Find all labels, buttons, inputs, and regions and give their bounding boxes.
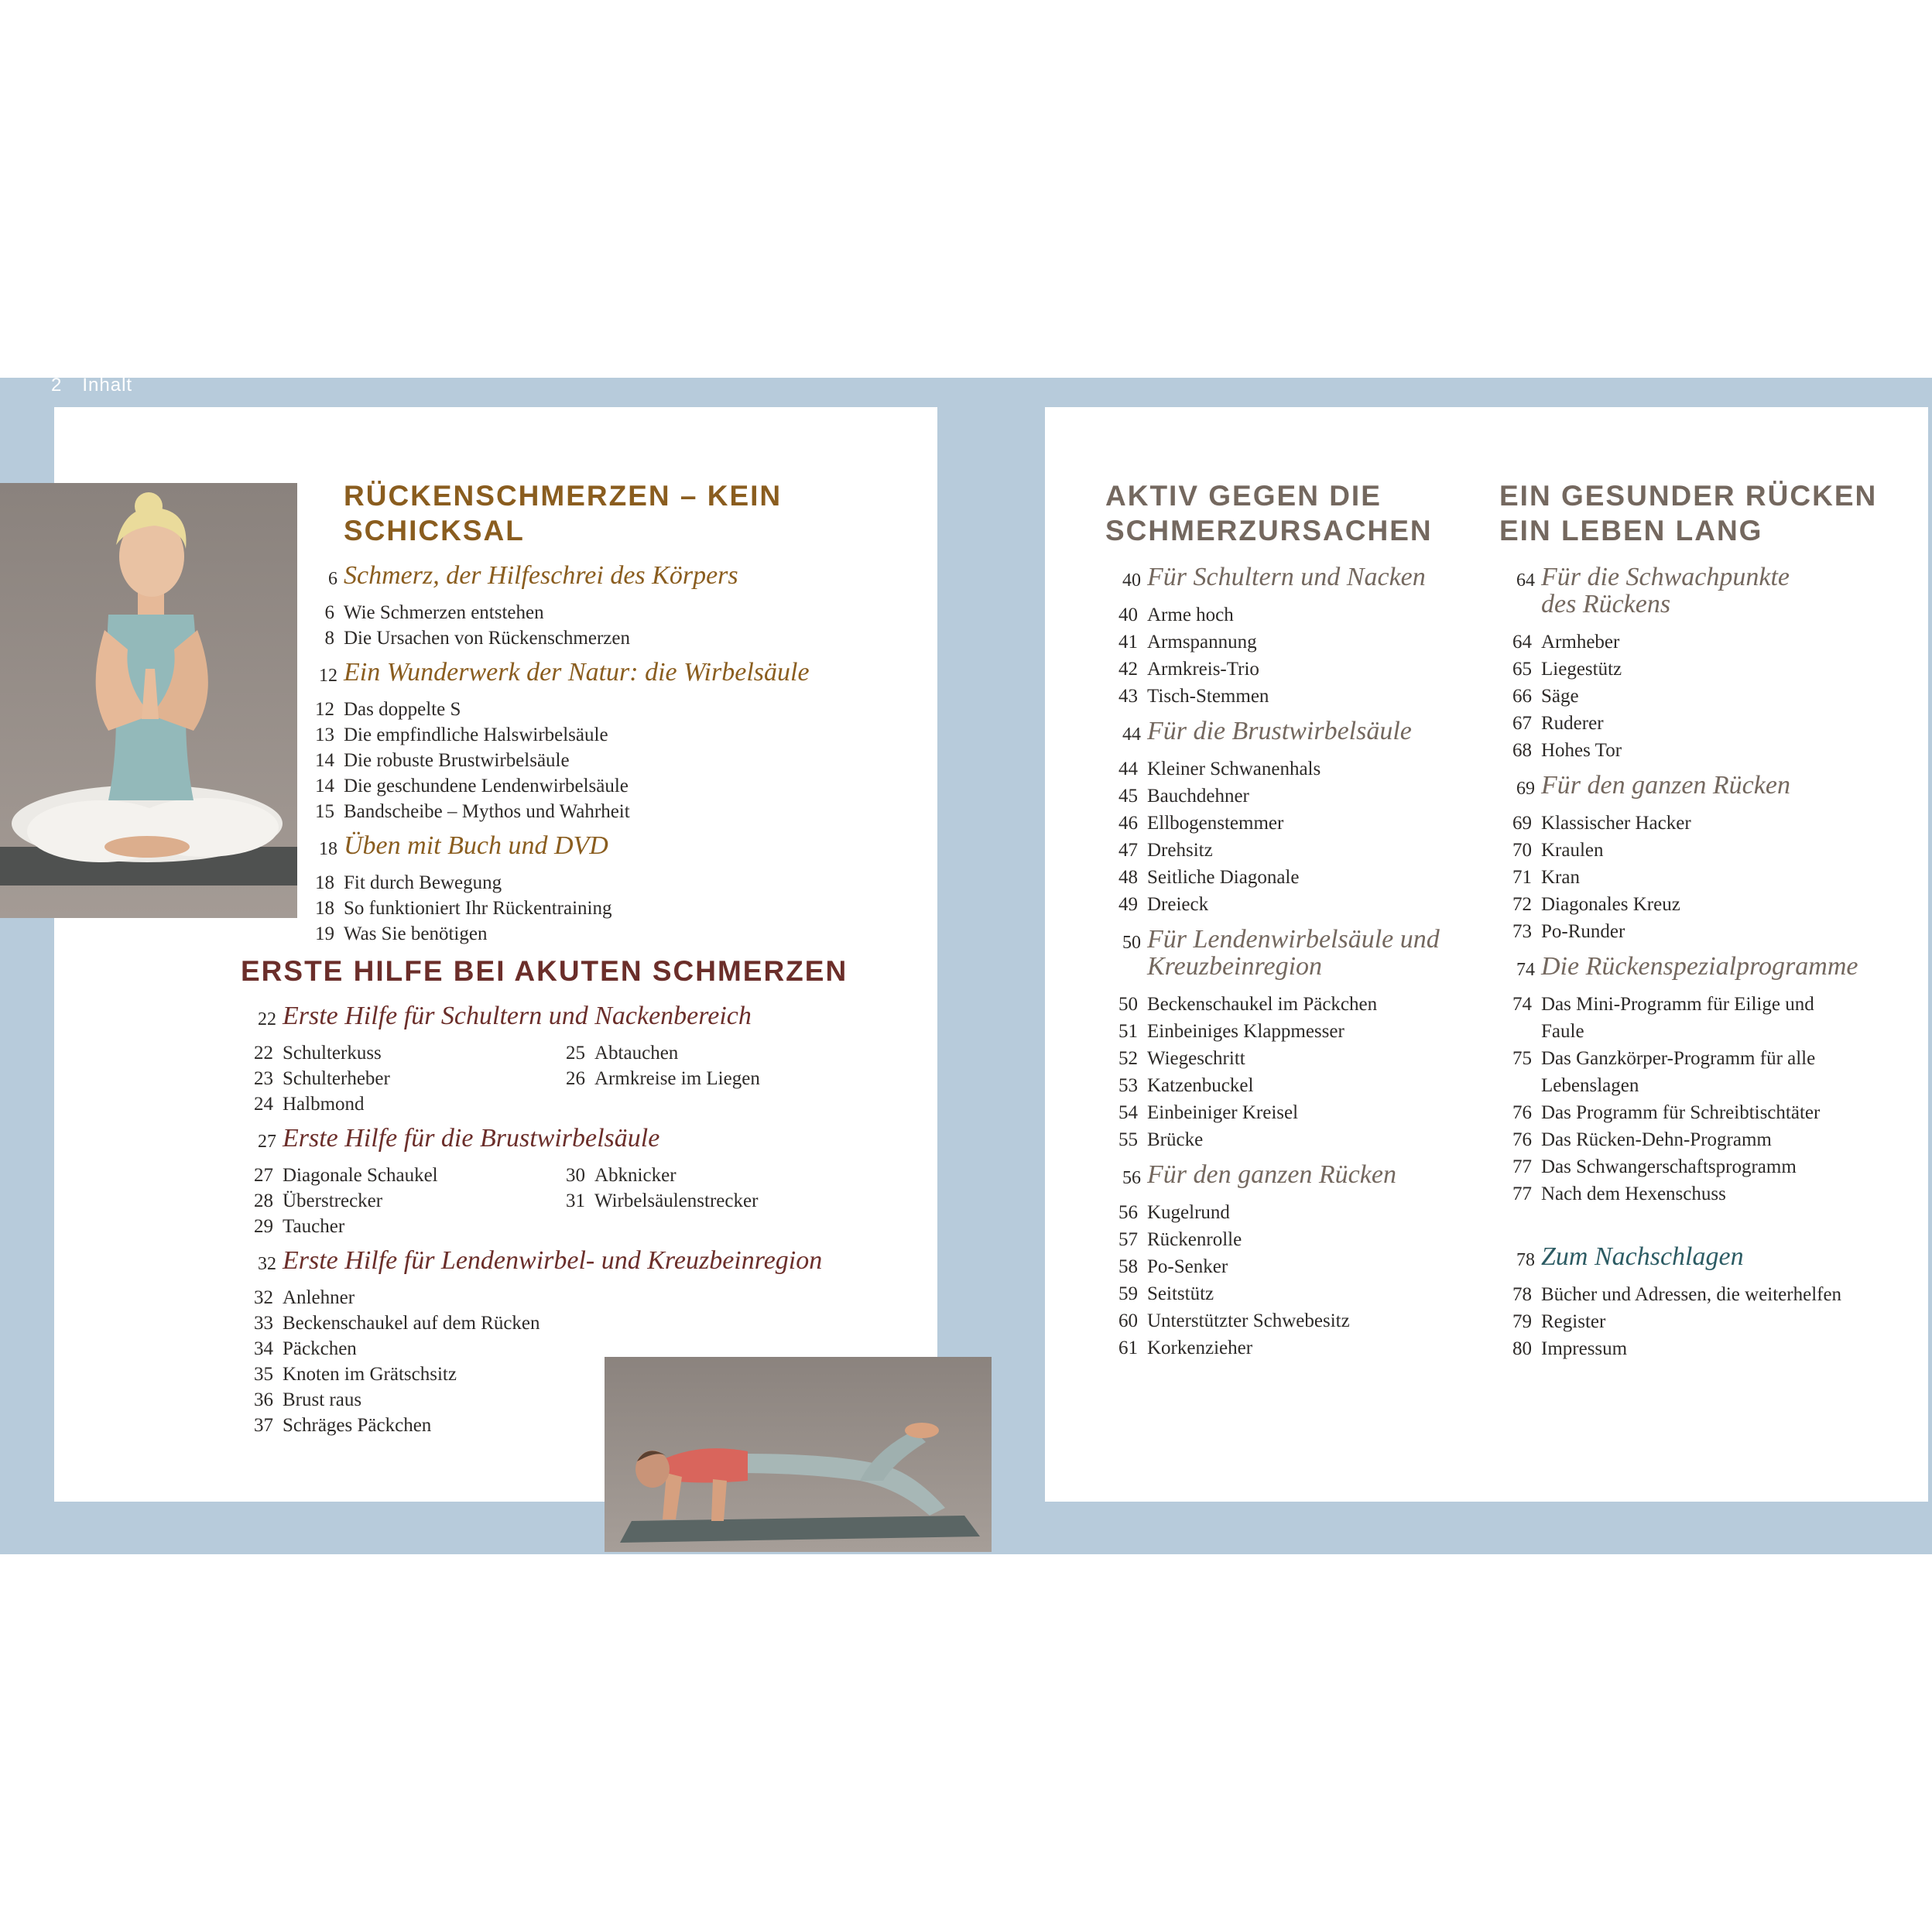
section-rueckenschmerzen — [315, 478, 886, 947]
page-ref: 33 — [254, 1313, 273, 1334]
entry-label: Seitliche Diagonale — [1147, 867, 1300, 888]
entry-label: Halbmond — [283, 1094, 365, 1115]
section-title: ERSTE HILFE BEI AKUTEN SCHMERZEN — [241, 955, 848, 987]
toc-entry[interactable] — [1512, 1126, 1902, 1153]
entry-label: Wiegeschritt — [1147, 1048, 1245, 1069]
entry-label: Die Ursachen von Rückenschmerzen — [344, 628, 630, 649]
entry-label: Schulterkuss — [283, 1043, 382, 1064]
entry-label: Drehsitz — [1147, 840, 1213, 861]
subsection-label: Die Rückenspezialprogramme — [1541, 952, 1858, 981]
page-ref: 6 — [324, 602, 334, 623]
toc-entry[interactable] — [1512, 837, 1902, 864]
page-ref: 22 — [254, 1043, 273, 1064]
page-ref: 27 — [258, 1132, 276, 1152]
page-ref: 41 — [1118, 632, 1138, 653]
toc-entry[interactable] — [1512, 737, 1902, 764]
page-ref: 23 — [254, 1068, 273, 1089]
entry-label: Einbeiniges Klappmesser — [1147, 1021, 1345, 1042]
page-ref: 55 — [1118, 1129, 1138, 1150]
toc-entry[interactable] — [1118, 656, 1469, 683]
page-ref: 44 — [1122, 724, 1141, 745]
entry-label: Das Rücken-Dehn-Programm — [1541, 1129, 1772, 1150]
page-ref: 65 — [1512, 659, 1532, 680]
page-ref: 51 — [1118, 1021, 1138, 1042]
entry-label: Päckchen — [283, 1338, 357, 1359]
page-ref: 75 — [1512, 1048, 1532, 1069]
section-gesunder-ruecken — [1499, 478, 1902, 1362]
page-ref: 49 — [1118, 894, 1138, 915]
entry-label: Beckenschaukel im Päckchen — [1147, 994, 1378, 1015]
page-ref: 26 — [566, 1068, 585, 1089]
page-ref: 69 — [1516, 779, 1535, 799]
toc-entry[interactable] — [1118, 783, 1469, 810]
page-ref: 70 — [1512, 840, 1532, 861]
entry-label: Seitstütz — [1147, 1283, 1214, 1304]
page-ref: 42 — [1118, 659, 1138, 680]
entry-label: Ellbogenstemmer — [1147, 813, 1284, 834]
entry-label: Abtauchen — [594, 1043, 679, 1064]
entry-label: Brücke — [1147, 1129, 1204, 1150]
toc-entry[interactable] — [566, 1040, 906, 1066]
page-ref: 13 — [315, 724, 334, 745]
page-ref: 32 — [254, 1287, 273, 1308]
page-ref: 30 — [566, 1165, 585, 1186]
photo-meditating-woman — [0, 483, 297, 918]
page-ref: 40 — [1118, 605, 1138, 625]
page-ref: 46 — [1118, 813, 1138, 834]
toc-entry[interactable] — [315, 697, 886, 722]
subsection-label: Für den ganzen Rücken — [1147, 1160, 1396, 1189]
page-number: 2 — [51, 375, 63, 396]
entry-label: Taucher — [283, 1216, 345, 1237]
page-ref: 72 — [1512, 894, 1532, 915]
section-title-line1: AKTIV GEGEN DIE — [1105, 480, 1382, 512]
toc-entry[interactable] — [1512, 918, 1902, 945]
page-ref: 48 — [1118, 867, 1138, 888]
entry-label: Kugelrund — [1147, 1202, 1230, 1223]
toc-entry[interactable] — [1118, 810, 1469, 837]
entry-label: Armkreis-Trio — [1147, 659, 1259, 680]
page-ref: 47 — [1118, 840, 1138, 861]
subsection-label: Für die Schwachpunkte — [1541, 563, 1790, 591]
toc-entry[interactable] — [1512, 1180, 1902, 1208]
toc-entry[interactable] — [254, 1336, 906, 1362]
subsection-title[interactable] — [1122, 1160, 1469, 1189]
subsection-label: Für den ganzen Rücken — [1541, 771, 1790, 800]
toc-entry[interactable] — [1512, 891, 1902, 918]
entry-label: Bandscheibe – Mythos und Wahrheit — [344, 801, 630, 822]
entry-label: Schulterheber — [283, 1068, 390, 1089]
toc-entry[interactable] — [1512, 1099, 1902, 1126]
page-ref: 28 — [254, 1190, 273, 1211]
subsection-title[interactable] — [1516, 563, 1902, 618]
page-ref: 68 — [1512, 740, 1532, 761]
entry-label: Korkenzieher — [1147, 1338, 1253, 1358]
page-ref: 77 — [1512, 1184, 1532, 1204]
subsection-label: Erste Hilfe für Lendenwirbel- und Kreuzbeinregion — [283, 1246, 823, 1275]
entry-label: Kran — [1541, 867, 1580, 888]
toc-entry[interactable] — [1512, 864, 1902, 891]
page-ref: 35 — [254, 1364, 273, 1385]
toc-entry[interactable] — [566, 1163, 906, 1188]
page-ref: 76 — [1512, 1129, 1532, 1150]
entry-label: Beckenschaukel auf dem Rücken — [283, 1313, 540, 1334]
page-ref: 18 — [315, 872, 334, 893]
page-ref: 64 — [1516, 570, 1535, 591]
toc-entry[interactable] — [254, 1066, 594, 1091]
toc-entry[interactable] — [1512, 1153, 1902, 1180]
entry-label: Liegestütz — [1541, 659, 1622, 680]
toc-entry[interactable] — [1512, 656, 1902, 683]
section-title-line2: SCHMERZURSACHEN — [1105, 515, 1433, 546]
entry-label: Kleiner Schwanenhals — [1147, 759, 1321, 779]
toc-entry[interactable] — [1512, 1281, 1902, 1308]
section-erste-hilfe — [241, 954, 906, 1438]
entry-label: Bücher und Adressen, die weiterhelfen — [1541, 1284, 1842, 1305]
entry-label: Armheber — [1541, 632, 1620, 653]
subsection-label: Üben mit Buch und DVD — [344, 831, 608, 860]
page-ref: 45 — [1118, 786, 1138, 807]
entry-label: Rückenrolle — [1147, 1229, 1242, 1250]
toc-entry[interactable] — [254, 1413, 906, 1438]
section-title — [1105, 478, 1469, 548]
toc-entry[interactable] — [254, 1310, 906, 1336]
page-ref: 64 — [1512, 632, 1532, 653]
page-ref: 73 — [1512, 921, 1532, 942]
page-ref: 77 — [1512, 1156, 1532, 1177]
entry-label: Überstrecker — [283, 1190, 383, 1211]
entry-label: Wie Schmerzen entstehen — [344, 602, 544, 623]
toc-entry[interactable] — [315, 748, 886, 773]
toc-entry[interactable] — [1118, 755, 1469, 783]
entry-label: Kraulen — [1541, 840, 1604, 861]
page-ref: 44 — [1118, 759, 1138, 779]
page-ref: 14 — [315, 750, 334, 771]
toc-entry[interactable] — [315, 722, 886, 748]
page-ref: 79 — [1512, 1311, 1532, 1332]
toc-entry[interactable] — [1512, 710, 1902, 737]
page-ref: 18 — [319, 839, 337, 859]
section-aktiv — [1105, 478, 1469, 1362]
subsection-title[interactable] — [1122, 717, 1469, 745]
entry-label: Das doppelte S — [344, 699, 461, 720]
toc-entry[interactable] — [1118, 1099, 1469, 1126]
entry-label: Die empfindliche Halswirbelsäule — [344, 724, 608, 745]
entry-label: Klassischer Hacker — [1541, 813, 1691, 834]
page-ref: 12 — [315, 699, 334, 720]
toc-entry[interactable] — [1118, 1045, 1469, 1072]
toc-entry[interactable] — [1118, 991, 1469, 1018]
page-ref: 36 — [254, 1389, 273, 1410]
page-ref: 12 — [319, 666, 337, 686]
subsection-title[interactable] — [258, 1002, 906, 1030]
page-ref: 37 — [254, 1415, 273, 1436]
page-ref: 43 — [1118, 686, 1138, 707]
section-title: RÜCKENSCHMERZEN – KEIN SCHICKSAL — [344, 480, 783, 546]
subsection-label: Erste Hilfe für Schultern und Nackenbereich — [283, 1002, 752, 1030]
page-ref: 61 — [1118, 1338, 1138, 1358]
entry-label: Die robuste Brustwirbelsäule — [344, 750, 570, 771]
subsection-label-line2: des Rückens — [1541, 590, 1671, 618]
entry-label: Abknicker — [594, 1165, 677, 1186]
page-ref: 50 — [1122, 933, 1141, 953]
entry-label-line2: Faule — [1541, 1021, 1584, 1042]
toc-entry[interactable] — [1512, 629, 1902, 656]
entry-label: Das Programm für Schreibtischtäter — [1541, 1102, 1821, 1123]
toc-entry[interactable] — [1512, 1308, 1902, 1335]
page-ref: 6 — [328, 569, 337, 589]
page-ref: 34 — [254, 1338, 273, 1359]
running-head — [51, 375, 132, 396]
page-ref: 56 — [1118, 1202, 1138, 1223]
toc-entry[interactable] — [254, 1188, 594, 1214]
page-ref: 78 — [1512, 1284, 1532, 1305]
entry-label: Die geschundene Lendenwirbelsäule — [344, 776, 629, 796]
toc-entry[interactable] — [254, 1091, 594, 1117]
entry-label: Po-Senker — [1147, 1256, 1228, 1277]
page-ref: 74 — [1512, 994, 1532, 1015]
entry-label: So funktioniert Ihr Rückentraining — [344, 898, 612, 919]
toc-entry[interactable] — [1118, 1226, 1469, 1253]
page-ref: 40 — [1122, 570, 1141, 591]
subsection-title[interactable] — [258, 1124, 906, 1153]
toc-entry[interactable] — [1512, 991, 1902, 1045]
entry-label-line2: Lebenslagen — [1541, 1075, 1639, 1096]
entry-label: Diagonale Schaukel — [283, 1165, 438, 1186]
page-ref: 56 — [1122, 1168, 1141, 1188]
subsection-label: Für die Brustwirbelsäule — [1147, 717, 1412, 745]
page-ref: 58 — [1118, 1256, 1138, 1277]
subsection-label: Zum Nachschlagen — [1541, 1242, 1744, 1271]
subsection-title[interactable] — [1122, 563, 1469, 591]
subsection-label: Für Lendenwirbelsäule und — [1147, 925, 1440, 954]
page-ref: 19 — [315, 923, 334, 944]
subsection-title[interactable] — [1516, 771, 1902, 800]
entry-label: Diagonales Kreuz — [1541, 894, 1680, 915]
page-ref: 80 — [1512, 1338, 1532, 1359]
entry-label: Po-Runder — [1541, 921, 1625, 942]
entry-label: Wirbelsäulenstrecker — [594, 1190, 759, 1211]
page-ref: 76 — [1512, 1102, 1532, 1123]
entry-label: Ruderer — [1541, 713, 1604, 734]
toc-entry[interactable] — [254, 1214, 594, 1239]
entry-label: Armspannung — [1147, 632, 1257, 653]
running-head-label: Inhalt — [82, 375, 133, 396]
entry-label: Knoten im Grätschsitz — [283, 1364, 457, 1385]
section-title-line2: EIN LEBEN LANG — [1499, 515, 1763, 546]
page-ref: 66 — [1512, 686, 1532, 707]
entry-label: Anlehner — [283, 1287, 355, 1308]
toc-entry[interactable] — [1118, 1018, 1469, 1045]
toc-entry[interactable] — [315, 896, 886, 921]
toc-entry[interactable] — [1118, 1307, 1469, 1334]
toc-entry[interactable] — [324, 600, 886, 625]
entry-label: Was Sie benötigen — [344, 923, 488, 944]
toc-entry[interactable] — [1118, 1126, 1469, 1153]
page-ref: 57 — [1118, 1229, 1138, 1250]
page-ref: 60 — [1118, 1310, 1138, 1331]
page-ref: 24 — [254, 1094, 273, 1115]
page-ref: 67 — [1512, 713, 1532, 734]
subsection-label: Schmerz, der Hilfeschrei des Körpers — [344, 561, 738, 590]
toc-entry[interactable] — [1512, 1335, 1902, 1362]
page-ref: 27 — [254, 1165, 273, 1186]
entry-label: Tisch-Stemmen — [1147, 686, 1269, 707]
page-ref: 18 — [315, 898, 334, 919]
entry-label: Brust raus — [283, 1389, 362, 1410]
toc-entry[interactable] — [315, 921, 886, 947]
subsection-title[interactable] — [1516, 1242, 1902, 1271]
entry-label: Das Mini-Programm für Eilige und — [1541, 994, 1814, 1015]
toc-entry[interactable] — [1512, 683, 1902, 710]
page-ref: 54 — [1118, 1102, 1138, 1123]
entry-label: Nach dem Hexenschuss — [1541, 1184, 1726, 1204]
toc-entry[interactable] — [1512, 810, 1902, 837]
subsection-label: Ein Wunderwerk der Natur: die Wirbelsäule — [344, 658, 810, 687]
page-ref: 69 — [1512, 813, 1532, 834]
toc-entry[interactable] — [1118, 1334, 1469, 1362]
entry-label: Hohes Tor — [1541, 740, 1622, 761]
page-ref: 31 — [566, 1190, 585, 1211]
subsection-title[interactable] — [319, 831, 886, 860]
entry-label: Arme hoch — [1147, 605, 1234, 625]
page-ref: 74 — [1516, 960, 1535, 980]
entry-label: Dreieck — [1147, 894, 1209, 915]
entry-label: Katzenbuckel — [1147, 1075, 1254, 1096]
toc-entry[interactable] — [254, 1362, 906, 1387]
page-ref: 15 — [315, 801, 334, 822]
entry-label: Säge — [1541, 686, 1579, 707]
page-ref: 14 — [315, 776, 334, 796]
subsection-label-line2: Kreuzbeinregion — [1147, 952, 1323, 981]
page-ref: 53 — [1118, 1075, 1138, 1096]
page-ref: 52 — [1118, 1048, 1138, 1069]
toc-entry[interactable] — [566, 1188, 906, 1214]
entry-label: Armkreise im Liegen — [594, 1068, 760, 1089]
page-ref: 29 — [254, 1216, 273, 1237]
toc-entry[interactable] — [1512, 1045, 1902, 1099]
page-ref: 71 — [1512, 867, 1532, 888]
toc-entry[interactable] — [315, 799, 886, 824]
toc-entry[interactable] — [315, 870, 886, 896]
subsection-title[interactable] — [258, 1246, 906, 1275]
entry-label: Einbeiniger Kreisel — [1147, 1102, 1299, 1123]
page-ref: 8 — [324, 628, 334, 649]
subsection-title[interactable] — [1516, 952, 1902, 981]
entry-label: Das Ganzkörper-Programm für alle — [1541, 1048, 1816, 1069]
subsection-label: Für Schultern und Nacken — [1147, 563, 1426, 591]
subsection-title[interactable] — [328, 561, 886, 590]
entry-label: Das Schwangerschaftsprogramm — [1541, 1156, 1797, 1177]
subsection-title[interactable] — [319, 658, 886, 687]
entry-label: Fit durch Bewegung — [344, 872, 502, 893]
toc-entry[interactable] — [1118, 891, 1469, 918]
entry-label: Impressum — [1541, 1338, 1628, 1359]
entry-label: Register — [1541, 1311, 1606, 1332]
subsection-label: Erste Hilfe für die Brustwirbelsäule — [283, 1124, 660, 1153]
toc-entry[interactable] — [254, 1040, 594, 1066]
entry-label: Unterstützter Schwebesitz — [1147, 1310, 1350, 1331]
entry-label: Schräges Päckchen — [283, 1415, 432, 1436]
toc-entry[interactable] — [254, 1163, 594, 1188]
toc-entry[interactable] — [1118, 864, 1469, 891]
page-ref: 59 — [1118, 1283, 1138, 1304]
toc-entry[interactable] — [254, 1387, 906, 1413]
page-ref: 25 — [566, 1043, 585, 1064]
section-title-line1: EIN GESUNDER RÜCKEN — [1499, 480, 1878, 512]
page-ref: 32 — [258, 1254, 276, 1274]
subsection-title[interactable] — [1122, 925, 1469, 981]
page-ref: 50 — [1118, 994, 1138, 1015]
toc-entry[interactable] — [1118, 837, 1469, 864]
section-title — [1499, 478, 1902, 548]
toc-entry[interactable] — [1118, 1253, 1469, 1280]
page-ref: 22 — [258, 1009, 276, 1029]
toc-entry[interactable] — [324, 625, 886, 651]
page-ref: 78 — [1516, 1250, 1535, 1270]
toc-entry[interactable] — [1118, 601, 1469, 629]
toc-entry[interactable] — [1118, 629, 1469, 656]
toc-entry[interactable] — [1118, 1199, 1469, 1226]
toc-entry[interactable] — [1118, 1280, 1469, 1307]
entry-label: Bauchdehner — [1147, 786, 1249, 807]
toc-entry[interactable] — [315, 773, 886, 799]
toc-entry[interactable] — [1118, 683, 1469, 710]
toc-entry[interactable] — [1118, 1072, 1469, 1099]
toc-entry[interactable] — [254, 1285, 906, 1310]
toc-entry[interactable] — [566, 1066, 906, 1091]
